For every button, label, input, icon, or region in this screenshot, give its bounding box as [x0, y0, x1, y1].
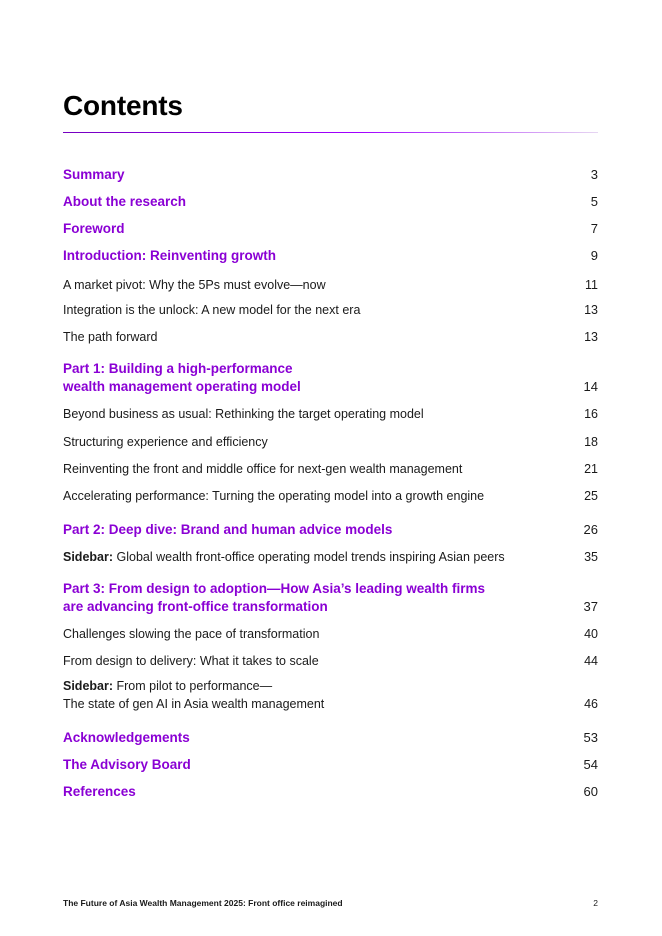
toc-entry-label	[63, 580, 485, 616]
footer-report-title: The Future of Asia Wealth Management 2025: Front office reimagined	[63, 898, 343, 908]
toc-entry-label-line: The state of gen AI in Asia wealth management	[63, 697, 325, 711]
toc-entry-design-to-delivery[interactable]	[63, 652, 598, 670]
toc-entry-integration[interactable]	[63, 301, 598, 319]
toc-entry-part-3[interactable]	[63, 580, 598, 616]
toc-entry-challenges[interactable]	[63, 625, 598, 643]
title-divider	[63, 132, 598, 133]
toc-entry-page: 54	[583, 757, 598, 772]
sidebar-prefix: Sidebar:	[63, 550, 114, 564]
toc-entry-label: About the research	[63, 194, 187, 209]
toc-entry-label	[63, 548, 505, 566]
toc-entry-page: 44	[584, 654, 598, 668]
toc-entry-beyond-business[interactable]	[63, 405, 598, 423]
toc-entry-label-line: wealth management operating model	[63, 379, 301, 394]
toc-entry-label: Part 2: Deep dive: Brand and human advice models	[63, 522, 393, 537]
toc-entry-advisory-board[interactable]	[63, 756, 598, 774]
toc-entry-part-2[interactable]	[63, 521, 598, 539]
toc-entry-path-forward[interactable]	[63, 328, 598, 346]
toc-entry-page: 21	[584, 462, 598, 476]
toc-entry-page: 37	[583, 599, 598, 614]
toc-entry-label	[63, 360, 301, 396]
toc-entry-label-line	[63, 677, 324, 695]
toc-entry-page: 25	[584, 489, 598, 503]
toc-entry-sidebar-global-trends[interactable]	[63, 548, 598, 566]
toc-entry-acknowledgements[interactable]	[63, 729, 598, 747]
toc-entry-page: 3	[590, 167, 598, 182]
toc-entry-page: 46	[584, 697, 598, 711]
toc-entry-label: The path forward	[63, 330, 158, 344]
toc-entry-label: Accelerating performance: Turning the operating model into a growth engine	[63, 489, 485, 503]
toc-entry-page: 26	[583, 522, 598, 537]
toc-entry-page: 7	[590, 221, 598, 236]
toc-entry-sidebar-gen-ai[interactable]	[63, 677, 598, 713]
toc-entry-summary[interactable]	[63, 166, 598, 184]
footer-page-number: 2	[593, 898, 598, 908]
toc-entry-label: From design to delivery: What it takes to scale	[63, 654, 319, 668]
toc-entry-page: 53	[583, 730, 598, 745]
toc-entry-references[interactable]	[63, 783, 598, 801]
toc-entry-reinventing[interactable]	[63, 460, 598, 478]
page-title: Contents	[63, 90, 183, 121]
toc-entry-label-line: Part 1: Building a high-performance	[63, 361, 293, 376]
toc-entry-label: References	[63, 784, 136, 799]
toc-entry-label: Summary	[63, 167, 125, 182]
toc-entry-label-line: are advancing front-office transformation	[63, 599, 328, 614]
toc-entry-part-1[interactable]	[63, 360, 598, 396]
toc-entry-label	[63, 677, 324, 713]
toc-entry-label: Integration is the unlock: A new model for the next era	[63, 303, 361, 317]
toc-entry-page: 9	[590, 248, 598, 263]
toc-entry-page: 18	[584, 435, 598, 449]
toc-entry-label: Acknowledgements	[63, 730, 190, 745]
toc-entry-label: Introduction: Reinventing growth	[63, 248, 276, 263]
toc-entry-market-pivot[interactable]	[63, 276, 598, 294]
toc-entry-foreword[interactable]	[63, 220, 598, 238]
toc-entry-page: 11	[585, 278, 598, 292]
toc-entry-accelerating[interactable]	[63, 487, 598, 505]
toc-entry-label: Reinventing the front and middle office for next-gen wealth management	[63, 462, 463, 476]
toc-entry-label: Foreword	[63, 221, 125, 236]
toc-entry-introduction[interactable]	[63, 247, 598, 265]
sidebar-prefix: Sidebar:	[63, 679, 114, 693]
toc-entry-page: 13	[584, 303, 598, 317]
toc-entry-page: 40	[584, 627, 598, 641]
toc-entry-label: A market pivot: Why the 5Ps must evolve—now	[63, 278, 326, 292]
toc-entry-label: Beyond business as usual: Rethinking the target operating model	[63, 407, 424, 421]
toc-entry-label: The Advisory Board	[63, 757, 191, 772]
toc-entry-label: Challenges slowing the pace of transformation	[63, 627, 320, 641]
toc-entry-label: Structuring experience and efficiency	[63, 435, 268, 449]
toc-entry-label-text: From pilot to performance—	[113, 679, 273, 693]
toc-entry-label-text: Global wealth front-office operating model trends inspiring Asian peers	[113, 550, 505, 564]
toc-entry-page: 5	[590, 194, 598, 209]
toc-entry-label-line: Part 3: From design to adoption—How Asia’s leading wealth firms	[63, 581, 486, 596]
toc-entry-page: 16	[584, 407, 598, 421]
toc-entry-page: 35	[584, 550, 598, 564]
toc-entry-about-the-research[interactable]	[63, 193, 598, 211]
toc-entry-page: 60	[583, 784, 598, 799]
toc-entry-structuring[interactable]	[63, 433, 598, 451]
toc-entry-page: 14	[583, 379, 598, 394]
toc-entry-page: 13	[584, 330, 598, 344]
